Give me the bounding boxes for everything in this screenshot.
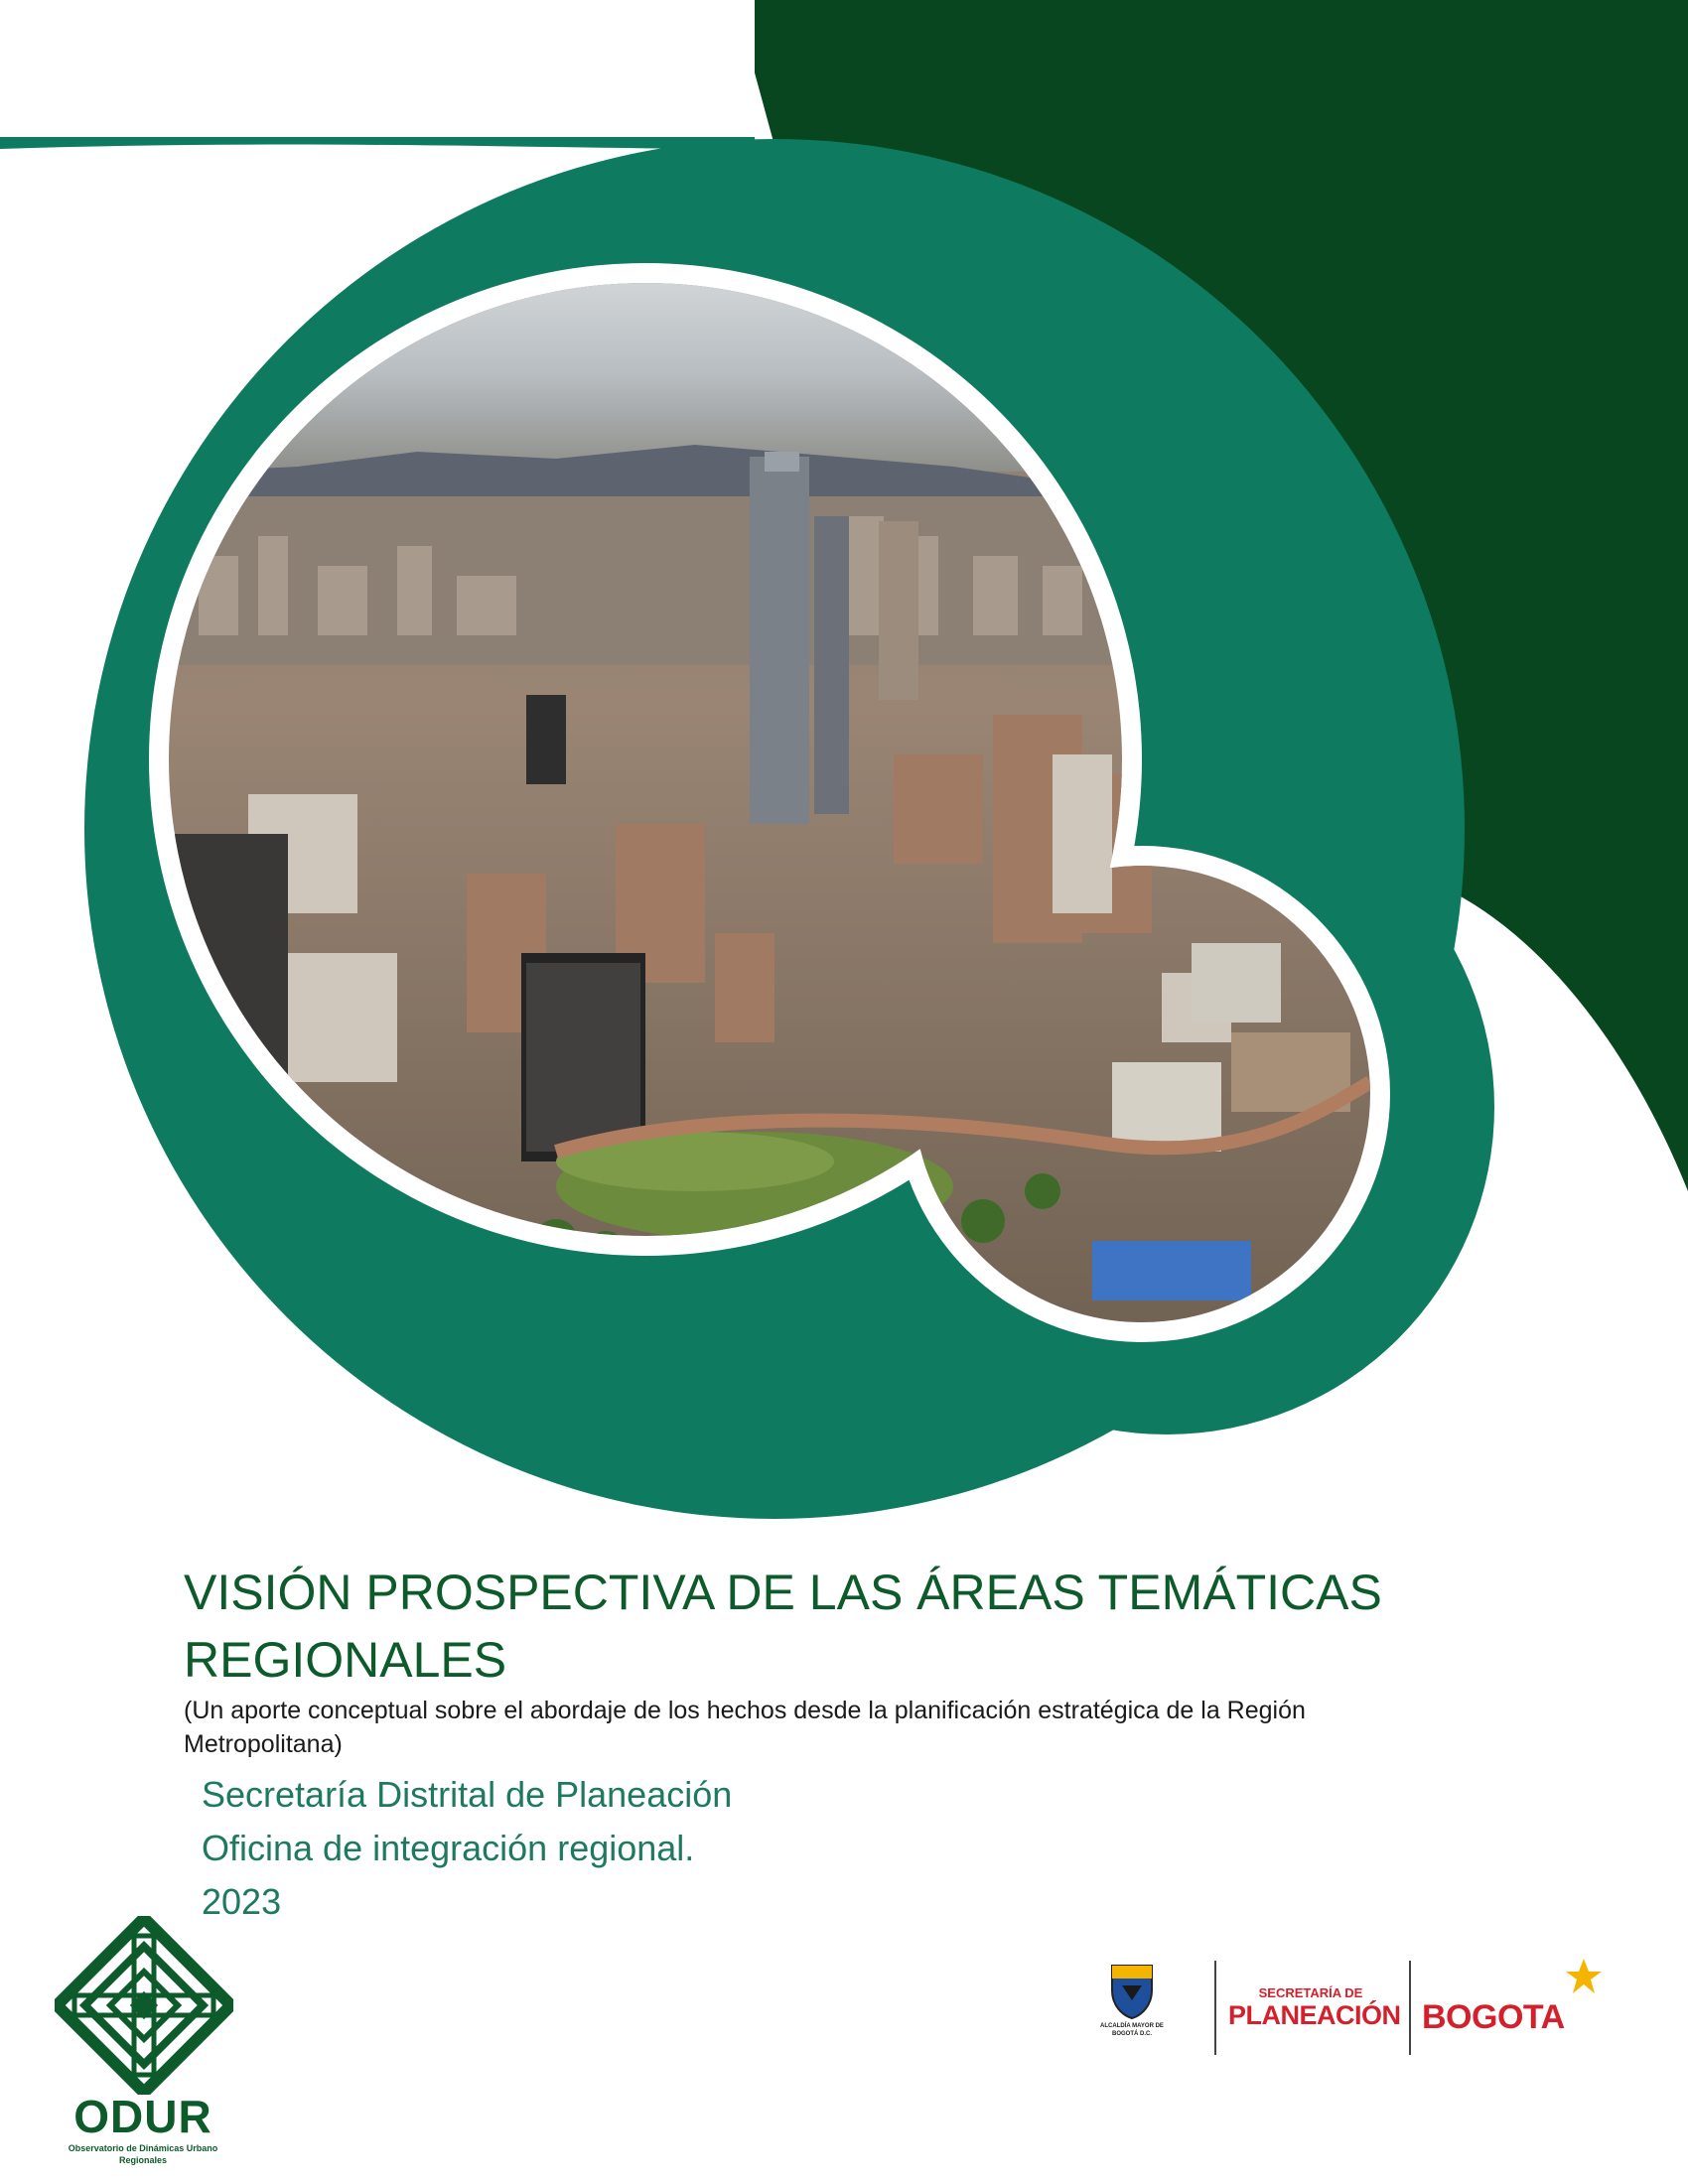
odur-logo bbox=[55, 1916, 233, 2164]
office-name: Oficina de integración regional. bbox=[202, 1828, 695, 1868]
bogota-coat-of-arms-icon bbox=[1107, 1961, 1157, 2020]
odur-logo-text: ODUR bbox=[73, 2091, 212, 2142]
star-icon bbox=[1564, 1957, 1604, 1996]
bogota-logo-text: BOGOTA bbox=[1422, 1998, 1565, 2036]
odur-emblem-icon bbox=[55, 1916, 233, 2095]
publication-year: 2023 bbox=[202, 1881, 282, 1922]
document-subtitle: (Un aporte conceptual sobre el abordaje de los hechos desde la planificación estratégica de la Región Metropolitana) bbox=[184, 1697, 1306, 1758]
planeacion-small-text: SECRETARÍA DE bbox=[1258, 1985, 1363, 2000]
logo-divider bbox=[1214, 1961, 1216, 2055]
odur-logo-caption: Observatorio de Dinámicas Urbano Regionales bbox=[68, 2143, 218, 2165]
alcaldia-text: ALCALDÍA MAYOR DE BOGOTÁ D.C. bbox=[1100, 2023, 1164, 2037]
document-title: VISIÓN PROSPECTIVA DE LAS ÁREAS TEMÁTICAS REGIONALES bbox=[184, 1565, 1382, 1688]
partner-logos bbox=[1087, 1941, 1623, 2070]
logo-divider bbox=[1409, 1961, 1411, 2055]
planeacion-logo-text: PLANEACIÓN bbox=[1228, 2000, 1401, 2030]
organization-name: Secretaría Distrital de Planeación bbox=[202, 1774, 733, 1815]
